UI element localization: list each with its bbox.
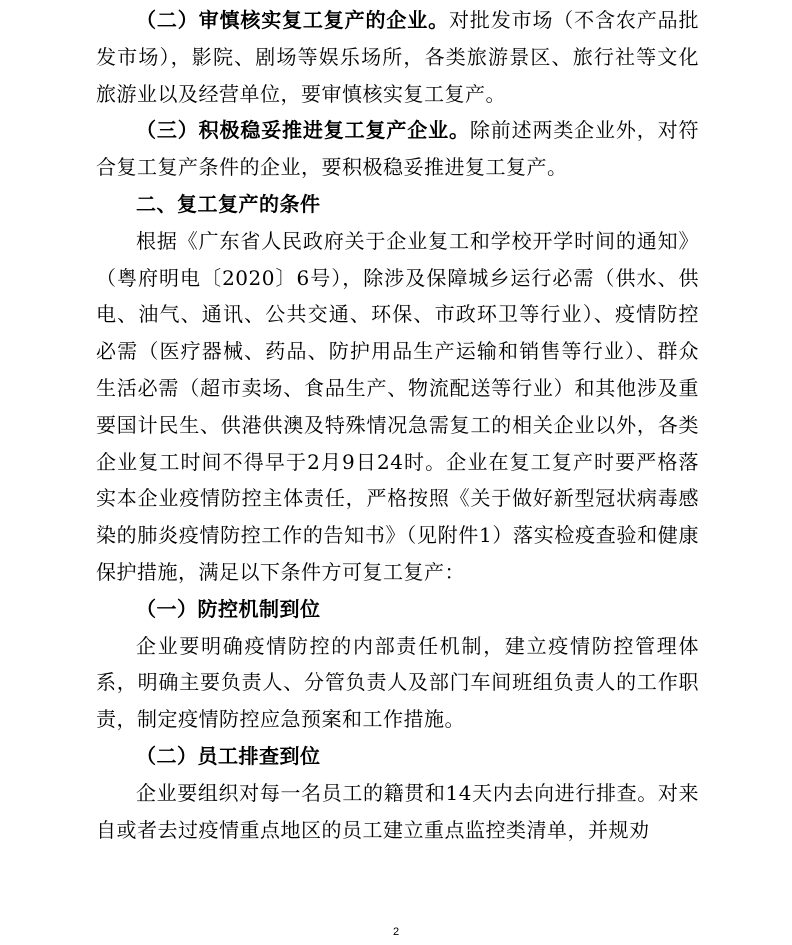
- subsection-heading-prevention-mechanism: （一）防控机制到位: [136, 596, 321, 621]
- paragraph-lead: （三）积极稳妥推进复工复产企业。: [136, 118, 470, 143]
- document-page: [96, 2, 699, 848]
- page-number: 2: [392, 926, 400, 938]
- subsection-body-employee-screening: 企业要组织对每一名员工的籍贯和14天内去向进行排查。对来自或者去过疫情重点地区的员工建立重点监控类清单，并规劝: [96, 780, 699, 842]
- paragraph-steady-promotion: [96, 112, 699, 186]
- subsection-heading-employee-screening: （二）员工排查到位: [136, 743, 321, 768]
- paragraph-text: 对批发市场（不含农产品批发市场），影院、剧场等娱乐场所，各类旅游景区、旅行社等文化旅游业以及经营单位，要审慎核实复工复产。: [96, 8, 700, 106]
- section-heading: 二、复工复产的条件: [136, 191, 321, 216]
- paragraph-cautious-verification: [96, 2, 699, 112]
- section-body: 根据《广东省人民政府关于企业复工和学校开学时间的通知》（粤府明电〔2020〕6号），除涉及保障城乡运行必需（供水、供电、油气、通讯、公共交通、环保、市政环卫等行业）、疫情防控必需（医疗器械、药品、防护用品生产运输和销售等行业）、群众生活必需（超市卖场、食品生产、物流配送等行业）和其他涉及重要国计民生、供港供澳及特殊情况急需复工的相关企业以外，各类企业复工时间不得早于2月9日24时。企业在复工复产时要严格落实本企业疫情防控主体责任，严格按照《关于做好新型冠状病毒感染的肺炎疫情防控工作的告知书》（见附件1）落实检疫查验和健康保护措施，满足以下条件方可复工复产：: [96, 228, 699, 584]
- paragraph-lead: （二）审慎核实复工复产的企业。: [136, 8, 449, 32]
- paragraph-text: 除前述两类企业外，对符合复工复产条件的企业，要积极稳妥推进复工复产。: [96, 118, 700, 180]
- subsection-body-prevention-mechanism: 企业要明确疫情防控的内部责任机制，建立疫情防控管理体系，明确主要负责人、分管负责人及部门车间班组负责人的工作职责，制定疫情防控应急预案和工作措施。: [96, 633, 699, 732]
